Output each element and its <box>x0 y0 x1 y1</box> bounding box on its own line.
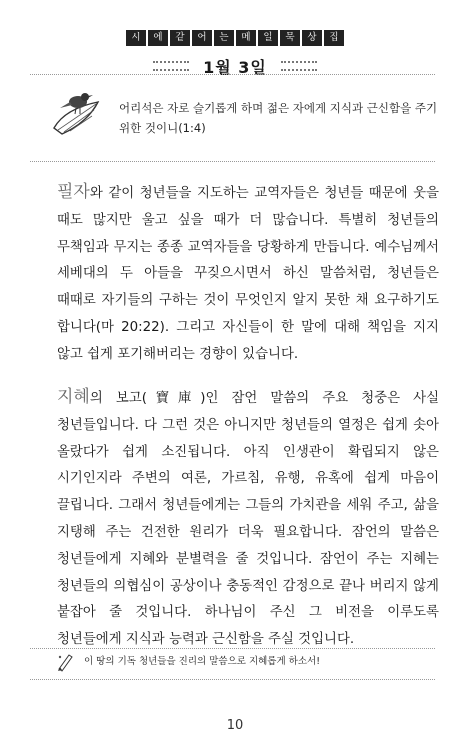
verse-text: 어리석은 자로 슬기롭게 하며 젊은 자에게 지식과 근신함을 주기 위한 것이니(1:4) <box>119 101 438 135</box>
paragraph-text: 의 보고(寶庫)인 잠언 말씀의 주요 청중은 사실 청년들입니다. 다 그런 것은 아니지만 청년들의 열정은 쉽게 솟아 올랐다가 쉽게 소진됩니다. 아직 인생관이 확립되지 않은 시기인지라 주변의 여론, 가르침, 유행, 유혹에 쉽게 마음이 끌립니다. 그래서 청년들에게는 그들의 가치관을 세워 주고, 삶을 지탱해 주는 건전한 원리가 더욱 필요합니다. 잠언의 말씀은 청년들에게 지혜와 분별력을 줄 것입니다. 잠언이 주는 지혜는 청년들의 의협심이 공상이나 충동적인 감정으로 끝나 버리지 않게 붙잡아 줄 것입니다. 하나님이 주신 그 비전을 이루도록 청년들에게 지식과 능력과 근신함을 주실 것입니다. <box>57 391 439 648</box>
series-char: 상 <box>302 30 322 46</box>
page-number: 10 <box>226 718 244 733</box>
series-char: 묵 <box>280 30 300 46</box>
series-char: 메 <box>236 30 256 46</box>
series-char: 일 <box>258 30 278 46</box>
body-paragraph-1 <box>57 179 439 369</box>
series-char: 같 <box>170 30 190 46</box>
paragraph-lead: 지혜 <box>57 387 90 407</box>
series-char: 어 <box>192 30 212 46</box>
series-char: 는 <box>214 30 234 46</box>
series-char: 에 <box>148 30 168 46</box>
date-header <box>0 56 470 76</box>
body-paragraph-2 <box>57 384 439 654</box>
pencil-sketch-icon <box>56 652 74 672</box>
series-title-banner <box>126 30 344 46</box>
paragraph-lead: 필자 <box>57 182 90 202</box>
prayer-text: 이 땅의 기독 청년들을 진리의 말씀으로 지혜롭게 하소서! <box>84 656 321 667</box>
series-char: 시 <box>126 30 146 46</box>
ornament-right <box>281 61 317 71</box>
paragraph-text: 와 같이 청년들을 지도하는 교역자들은 청년들 때문에 웃을 때도 많지만 울고 싶을 때가 더 많습니다. 특별히 청년들의 무책임과 무지는 종종 교역자들을 당황하게 만듭니다. 예수님께서 세베대의 두 아들을 꾸짖으시면서 하신 말씀처럼, 청년들은 때때로 자기들의 구하는 것이 무엇인지 알지 못한 채 요구하기도 합니다(마 20:22). 그리고 자신들이 한 말에 대해 책임을 지지 않고 쉽게 포기해버리는 경향이 있습니다. <box>57 186 439 362</box>
ornament-left <box>153 61 189 71</box>
series-char: 집 <box>324 30 344 46</box>
date-title: 1월 3일 <box>203 57 267 77</box>
sparrow-illustration-icon <box>48 84 104 142</box>
